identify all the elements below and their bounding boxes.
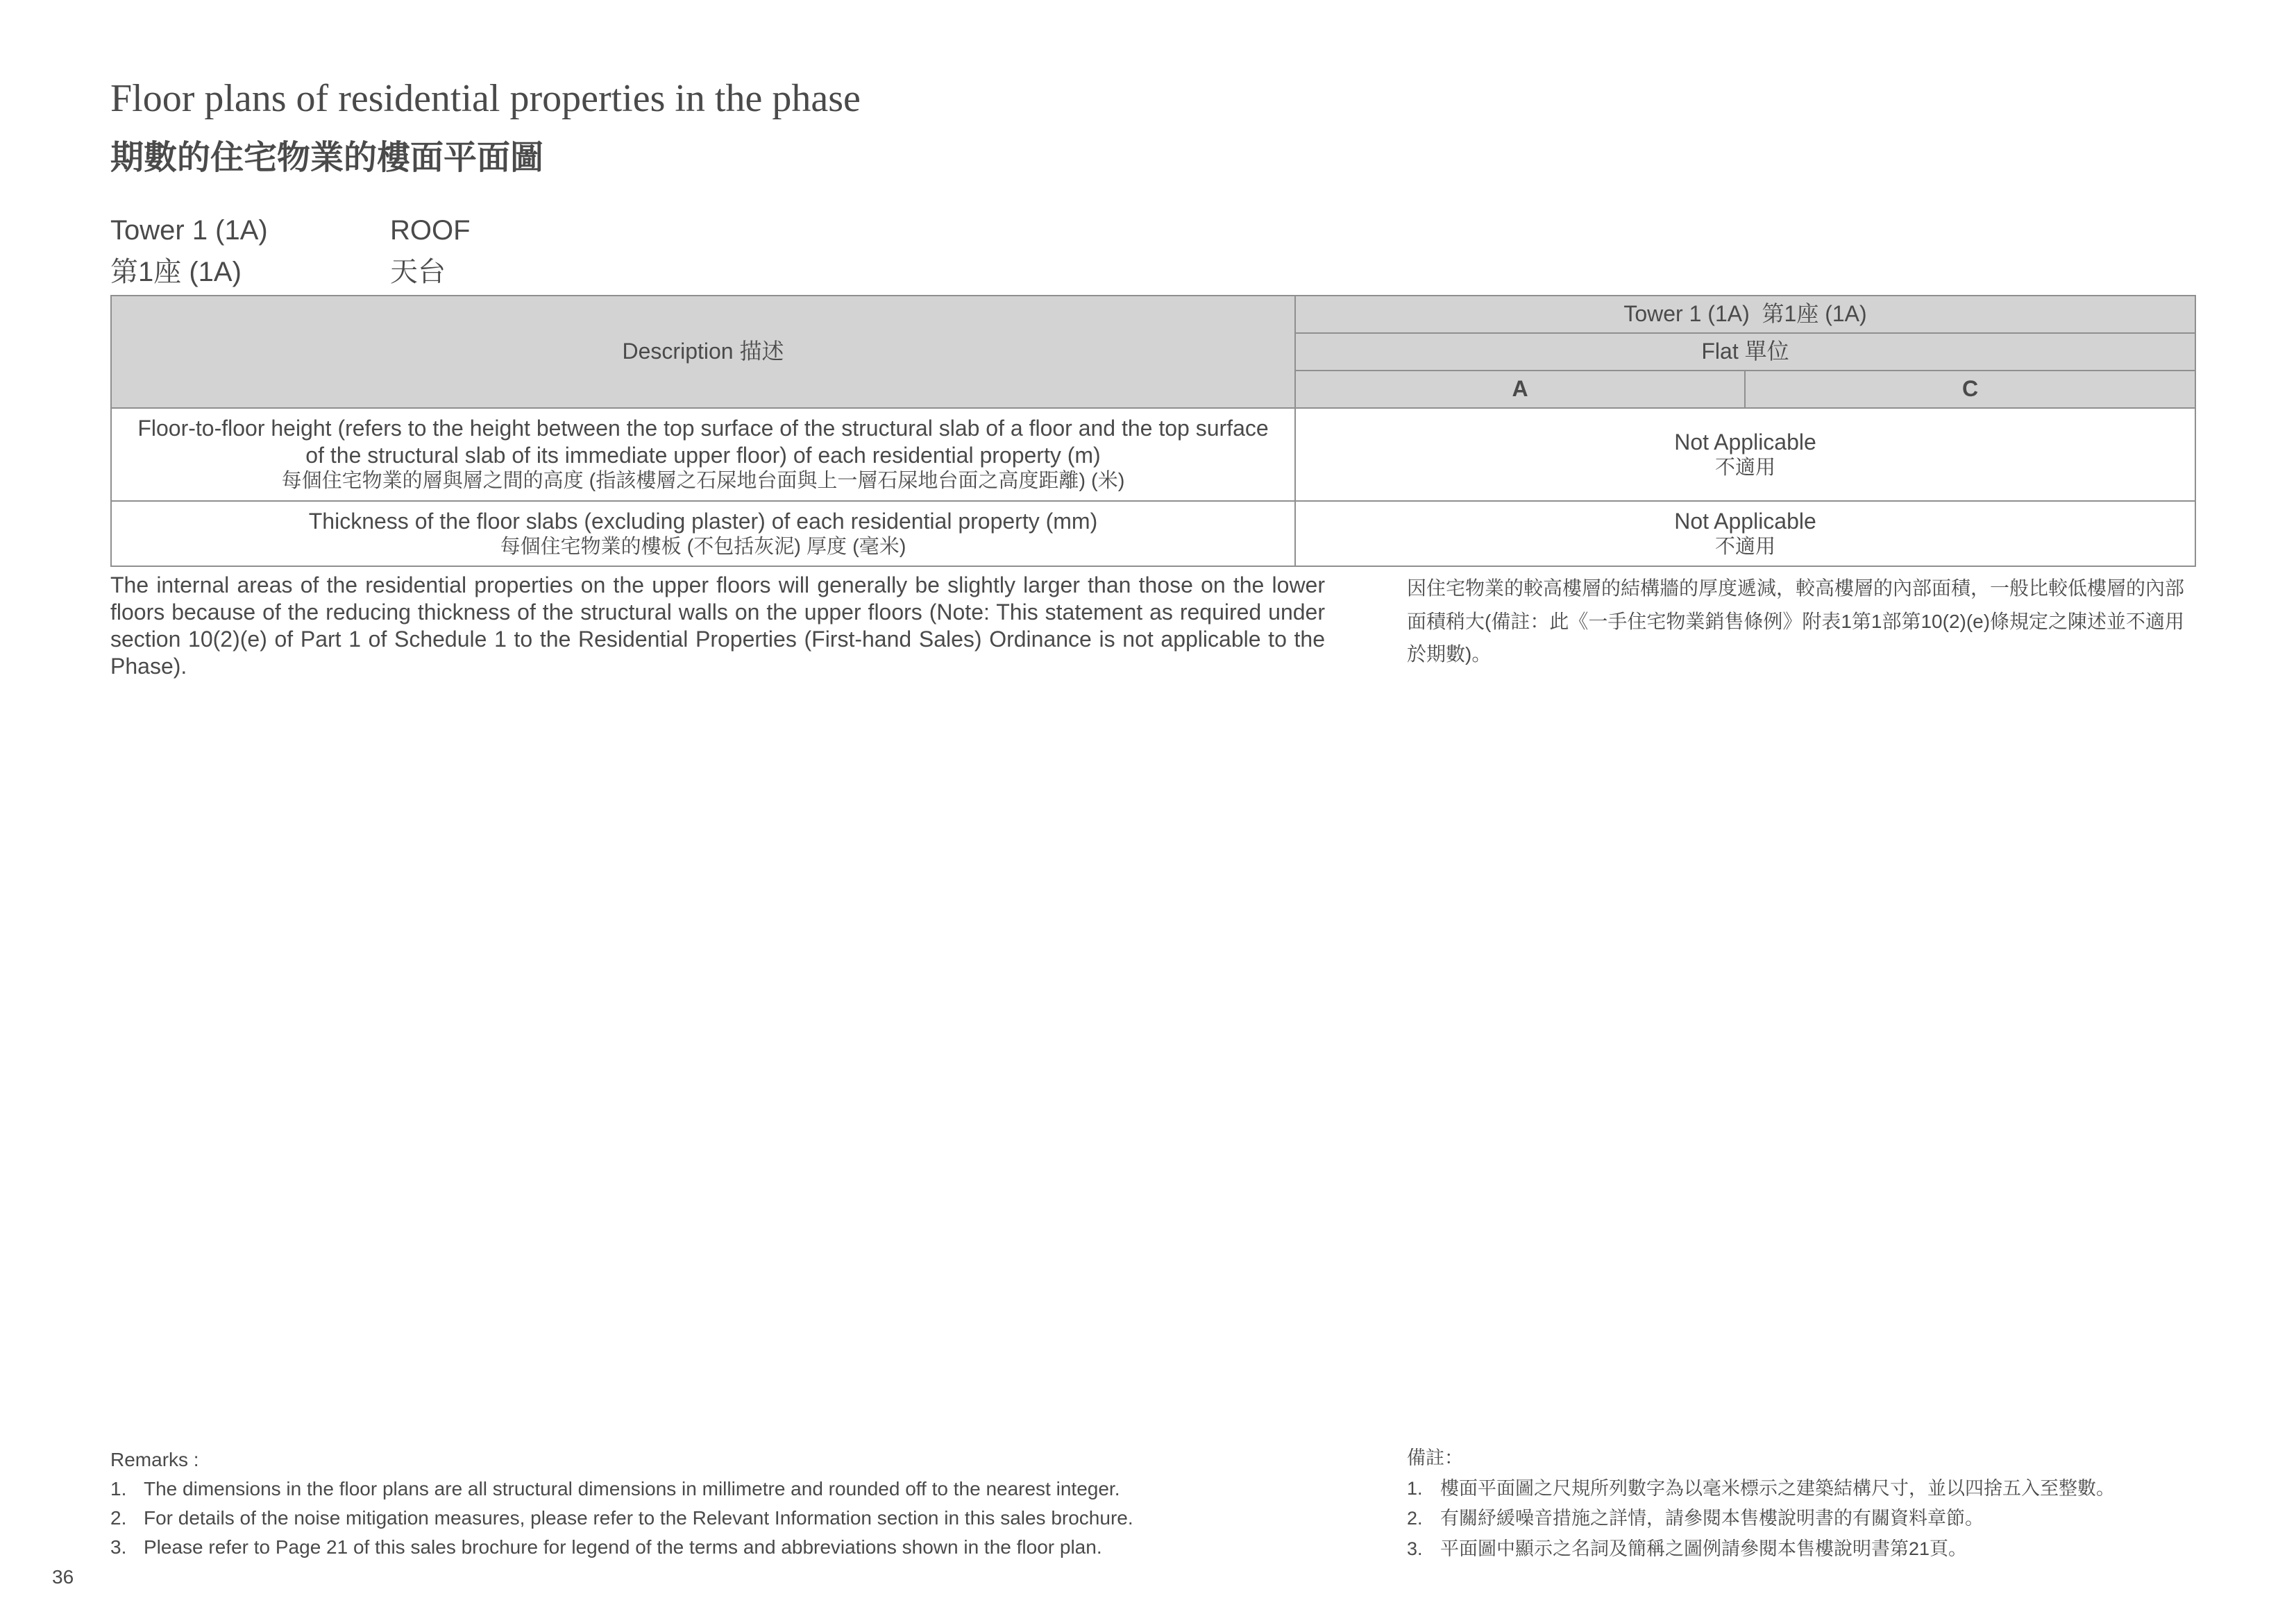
row-value-zh: 不適用 xyxy=(1715,456,1776,479)
list-item xyxy=(1407,1474,2195,1504)
table-row xyxy=(111,501,2195,566)
flat-c-header: C xyxy=(1745,371,2195,408)
row-description xyxy=(111,501,1295,566)
floor-label-zh: 天台 xyxy=(390,257,446,287)
page-title-zh: 期數的住宅物業的樓面平面圖 xyxy=(110,138,544,177)
description-header: Description 描述 xyxy=(111,296,1295,408)
remark-number: 1. xyxy=(110,1478,127,1499)
specification-table xyxy=(110,295,2196,567)
row-description-en: Floor-to-floor height (refers to the height between the top surface of the structural slab of a floor and the top surface of the structural slab of its immediate upper floor) of each residential property (m) xyxy=(137,416,1269,468)
tower-label-en: Tower 1 (1A) xyxy=(110,215,268,246)
row-description-zh: 每個住宅物業的層與層之間的高度 (指該樓層之石屎地台面與上一層石屎地台面之高度距離) (米) xyxy=(281,470,1125,493)
list-item xyxy=(1407,1534,2195,1565)
tower-header: Tower 1 (1A) 第1座 (1A) xyxy=(1295,296,2195,333)
remark-number: 2. xyxy=(110,1507,127,1529)
remark-number: 3. xyxy=(1407,1538,1423,1560)
internal-area-note-en: The internal areas of the residential properties on the upper floors will generally be slightly larger than those on the lower floors because of the reducing thickness of the structural walls on the upper floors (Note: This statement as required under section 10(2)(e) of Part 1 of Schedule 1 to the Residential Properties (First-hand Sales) Ordinance is not applicable to the Phase). xyxy=(110,572,1325,679)
remarks-en xyxy=(110,1445,1360,1562)
row-description-en: Thickness of the floor slabs (excluding plaster) of each residential property (mm) xyxy=(308,508,1098,534)
remark-text: Please refer to Page 21 of this sales brochure for legend of the terms and abbreviations shown in the floor plan. xyxy=(144,1536,1102,1558)
row-value xyxy=(1295,408,2195,501)
remark-number: 2. xyxy=(1407,1508,1423,1529)
page-number: 36 xyxy=(52,1566,74,1588)
remark-text: 樓面平面圖之尺規所列數字為以毫米標示之建築結構尺寸，並以四捨五入至整數。 xyxy=(1440,1477,2115,1499)
flat-header: Flat 單位 xyxy=(1295,333,2195,371)
row-value-en: Not Applicable xyxy=(1674,429,1816,454)
row-description xyxy=(111,408,1295,501)
tower-label-zh: 第1座 (1A) xyxy=(110,257,242,287)
remarks-title-en: Remarks : xyxy=(110,1449,199,1470)
remarks-zh xyxy=(1407,1443,2195,1565)
remark-text: 有關紓緩噪音措施之詳情，請參閱本售樓說明書的有關資料章節。 xyxy=(1440,1508,1984,1529)
list-item xyxy=(110,1504,1360,1533)
row-value-en: Not Applicable xyxy=(1674,508,1816,534)
remark-number: 1. xyxy=(1407,1477,1423,1499)
row-value-zh: 不適用 xyxy=(1715,535,1776,558)
list-item xyxy=(1407,1504,2195,1534)
page-title-en: Floor plans of residential properties in the phase xyxy=(110,77,861,120)
row-description-zh: 每個住宅物業的樓板 (不包括灰泥) 厚度 (毫米) xyxy=(500,535,906,558)
remark-text: The dimensions in the floor plans are all structural dimensions in millimetre and rounded off to the nearest integer. xyxy=(144,1478,1120,1499)
row-value xyxy=(1295,501,2195,566)
remark-text: For details of the noise mitigation measures, please refer to the Relevant Information section in this sales brochure. xyxy=(144,1507,1133,1529)
list-item xyxy=(110,1475,1360,1504)
floor-label-en: ROOF xyxy=(390,215,471,246)
internal-area-note-zh: 因住宅物業的較高樓層的結構牆的厚度遞減，較高樓層的內部面積，一般比較低樓層的內部面積稍大(備註：此《一手住宅物業銷售條例》附表1第1部第10(2)(e)條規定之陳述並不適用於期數)。 xyxy=(1407,577,2185,665)
remark-text: 平面圖中顯示之名詞及簡稱之圖例請參閱本售樓說明書第21頁。 xyxy=(1440,1538,1968,1560)
table-row xyxy=(111,408,2195,501)
flat-a-header: A xyxy=(1295,371,1745,408)
list-item xyxy=(110,1533,1360,1562)
remark-number: 3. xyxy=(110,1536,127,1558)
remarks-title-zh: 備註： xyxy=(1407,1447,1463,1468)
